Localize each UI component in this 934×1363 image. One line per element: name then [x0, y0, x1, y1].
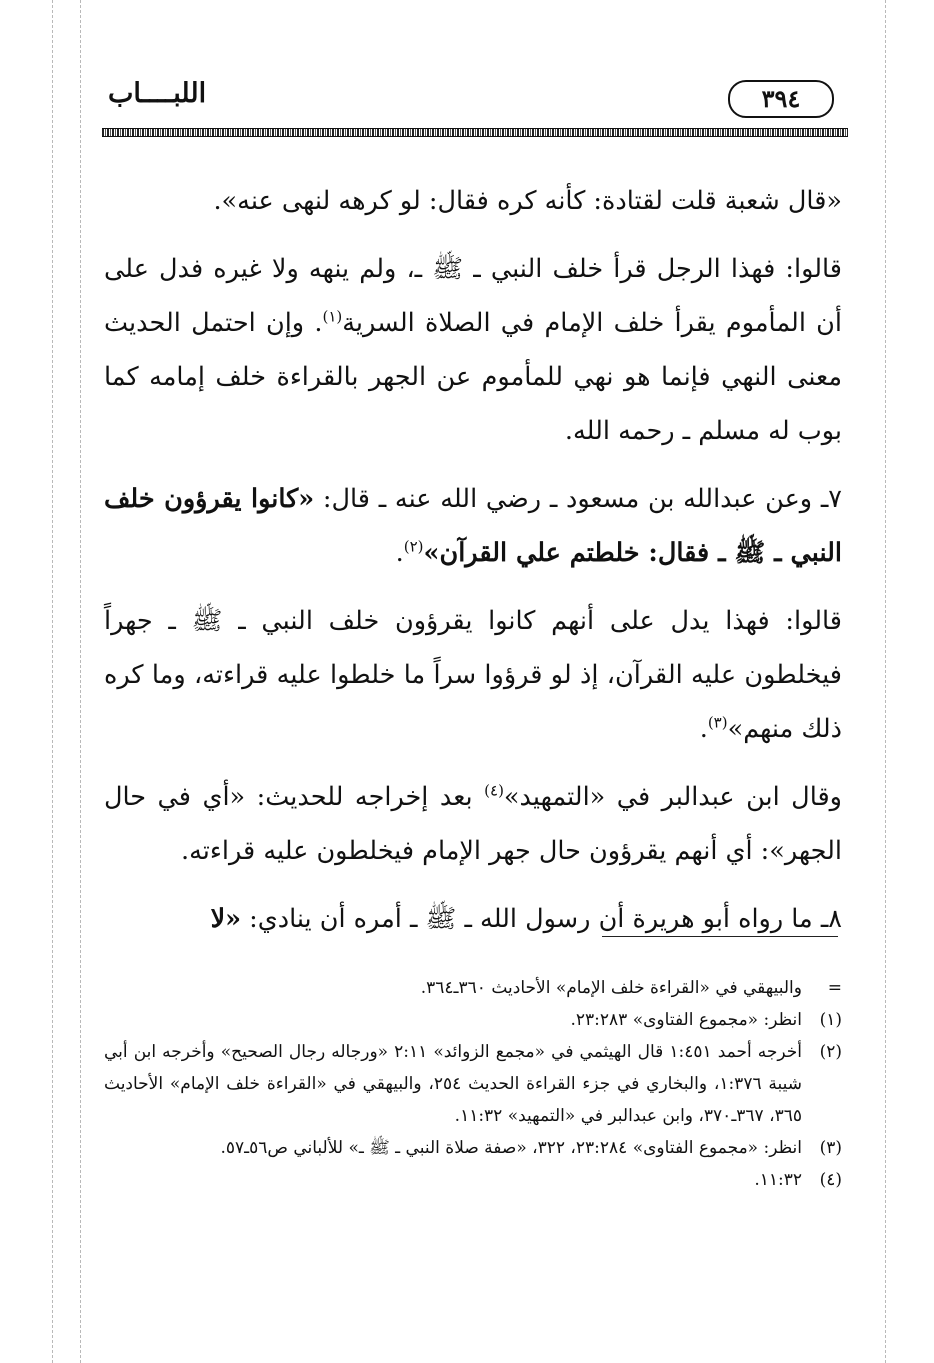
hadith-quote: «لا [210, 904, 242, 934]
scan-guide-line-left-inner [80, 0, 81, 1363]
footnote-ref[interactable]: (٣) [707, 713, 728, 732]
footnote-ref[interactable]: (١) [322, 307, 343, 326]
footnotes [104, 972, 842, 1196]
footnote-text: والبيهقي في «القراءة خلف الإمام» الأحاديث ٣٦٠ـ٣٦٤. [420, 978, 802, 998]
paragraph-5 [104, 770, 842, 878]
scan-guide-line-right [885, 0, 886, 1363]
footnote-number: = [827, 978, 842, 998]
hadith-quote: «كانوا يقرؤون خلف النبي ـ ﷺ ـ فقال: خلطتم علي القرآن» [104, 484, 842, 568]
paragraph-6 [104, 892, 842, 946]
footnote-text: أخرجه أحمد ١:٤٥١ قال الهيثمي في «مجمع الزوائد» ٢:١١ «ورجاله رجال الصحيح» وأخرجه ابن أبي شيبة ١:٣٧٦، والبخاري في جزء القراءة الحديث ٢٥٤، والبيهقي في «القراءة خلف الإمام» الأحاديث ٣٦٥، ٣٦٧ـ٣٧٠، وابن عبدالبر في «التمهيد» ١١:٣٢. [104, 1042, 803, 1126]
footnote-number: (٢) [819, 1042, 842, 1062]
paragraph-text: قالوا: فهذا الرجل قرأ خلف النبي ـ ﷺ ـ، ولم ينهه ولا غيره فدل على أن المأموم يقرأ خلف الإمام في الصلاة السرية [104, 254, 842, 338]
scan-guide-line-left [52, 0, 53, 1363]
paragraph-text: ٧ـ وعن عبدالله بن مسعود ـ رضي الله عنه ـ قال: [314, 484, 842, 514]
paragraph-1 [104, 174, 842, 228]
footnote-number: (٣) [819, 1138, 842, 1158]
paragraph-3 [104, 472, 842, 580]
paragraph-text: ٨ـ ما رواه أبو هريرة أن رسول الله ـ ﷺ ـ أمره أن ينادي: [241, 904, 842, 934]
footnote-item [104, 1132, 842, 1164]
paragraph-text: قالوا: فهذا يدل على أنهم كانوا يقرؤون خلف النبي ـ ﷺ ـ جهراً فيخلطون عليه القرآن، إذ لو قرؤوا سراً ما خلطوا عليه قراءته، وما كره ذلك منهم» [104, 606, 842, 744]
paragraph-text: «قال شعبة قلت لقتادة: كأنه كره فقال: لو كرهه لنهى عنه». [213, 186, 842, 216]
footnote-ref[interactable]: (٤) [484, 781, 504, 800]
footnote-ref[interactable]: (٢) [403, 537, 424, 556]
paragraph-text: بعد إخراجه للحديث: «أي في حال الجهر»: أي أنهم يقرؤون حال جهر الإمام فيخلطون عليه قراءته. [104, 782, 842, 866]
header-rule [102, 128, 848, 137]
paragraph-text: وقال ابن عبدالبر في «التمهيد» [503, 782, 842, 812]
footnote-item [104, 1004, 842, 1036]
footnote-item [104, 972, 842, 1004]
footnote-rule [602, 936, 838, 937]
paragraph-text: . وإن احتمل الحديث معنى النهي فإنما هو نهي للمأموم عن الجهر بالقراءة خلف إمامه كما بوب له مسلم ـ رحمه الله. [104, 308, 842, 446]
page-header [96, 76, 848, 120]
paragraph-text: . [699, 714, 708, 744]
page-number-badge: ٣٩٤ [728, 80, 834, 118]
book-page [96, 70, 848, 1310]
running-title: اللبــــاب [108, 78, 207, 109]
main-text [104, 174, 842, 960]
footnote-text: انظر: «مجموع الفتاوى» ٢٣:٢٨٤، ٣٢٢، «صفة صلاة النبي ـ ﷺ ـ» للألباني ص٥٦ـ٥٧. [220, 1138, 802, 1158]
footnote-text: انظر: «مجموع الفتاوى» ٢٣:٢٨٣. [570, 1010, 802, 1030]
paragraph-4 [104, 594, 842, 756]
paragraph-2 [104, 242, 842, 458]
paragraph-text: . [395, 538, 404, 568]
footnote-number: (١) [819, 1010, 842, 1030]
footnote-item [104, 1036, 842, 1132]
footnote-text: ١١:٣٢. [754, 1170, 802, 1190]
footnote-item [104, 1164, 842, 1196]
footnote-number: (٤) [819, 1170, 842, 1190]
